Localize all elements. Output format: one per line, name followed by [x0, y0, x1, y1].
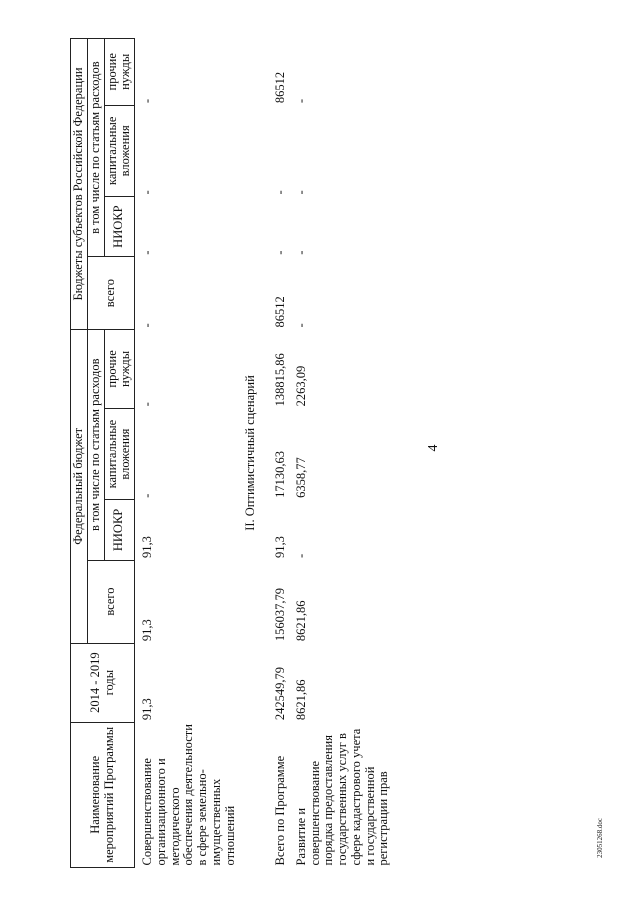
row-regional-capital: -	[273, 190, 287, 195]
row-years: 8621,86	[293, 679, 308, 721]
program-funding-table	[70, 38, 392, 868]
header-regional-incl: в том числе по статьям расходов	[87, 39, 104, 257]
row-regional-niokr: -	[140, 250, 154, 255]
header-federal-total: всего	[87, 560, 134, 643]
footer-filename: 23051268.doc	[596, 818, 604, 858]
rotated-table-container	[70, 38, 580, 868]
table-header	[71, 39, 135, 868]
page-number: 4	[426, 444, 441, 452]
row-years: 242549,79	[273, 666, 287, 721]
row-regional-total: -	[293, 323, 308, 328]
header-regional-capital: капитальные вложения	[104, 105, 135, 196]
row-name: Развитие и совершенствование порядка предоставления государственных услуг в сфере кадастрового учета и государственной регистрации прав	[293, 728, 391, 866]
row-federal-total: 91,3	[140, 619, 154, 642]
section-row	[238, 39, 268, 868]
row-federal-total: 8621,86	[293, 600, 308, 642]
row-federal-niokr: -	[293, 553, 308, 559]
header-federal-incl: в том числе по статьям расходов	[87, 329, 104, 560]
row-regional-other: -	[293, 98, 308, 104]
row-regional-niokr: -	[273, 250, 287, 255]
row-federal-other: -	[140, 402, 154, 407]
header-regional-total: всего	[87, 257, 134, 330]
header-federal-other: прочие нужды	[104, 329, 135, 408]
header-regional: Бюджеты субъектов Российской Федерации	[71, 39, 88, 330]
row-years: 91,3	[140, 698, 154, 721]
row-regional-niokr: -	[293, 250, 308, 255]
row-regional-other: -	[140, 98, 154, 104]
row-federal-niokr: 91,3	[273, 536, 287, 559]
section-title: II. Оптимистичный сценарий	[243, 375, 258, 531]
row-federal-other: 138815,86	[273, 353, 287, 407]
row-regional-capital: -	[293, 190, 308, 195]
row-federal-capital: -	[140, 493, 154, 498]
header-federal: Федеральный бюджет	[71, 329, 88, 643]
table-row	[135, 39, 239, 868]
row-regional-total: 86512	[273, 296, 287, 328]
table-body	[135, 39, 393, 868]
row-name: Всего по Программе	[273, 755, 287, 866]
row-federal-capital: 17130,63	[273, 450, 287, 498]
row-regional-other: 86512	[273, 71, 287, 104]
row-regional-capital: -	[140, 190, 154, 195]
row-name: Совершенствование организационного и методического обеспечения деятельности в сфере земельно-имущественных отношений	[140, 724, 237, 866]
header-regional-other: прочие нужды	[104, 39, 135, 106]
header-regional-niokr: НИОКР	[104, 197, 135, 257]
row-federal-total: 156037,79	[273, 588, 287, 642]
row-federal-niokr: 91,3	[140, 536, 154, 559]
header-federal-niokr: НИОКР	[104, 500, 135, 560]
header-years: 2014 - 2019 годы	[71, 643, 135, 722]
row-federal-capital: 6358,77	[293, 457, 308, 498]
header-federal-capital: капитальные вложения	[104, 408, 135, 499]
row-regional-total: -	[140, 323, 154, 328]
table-row	[289, 39, 392, 868]
table-row	[268, 39, 289, 868]
row-federal-other: 2263,09	[293, 365, 308, 407]
header-name: Наименование мероприятий Программы	[71, 722, 135, 867]
